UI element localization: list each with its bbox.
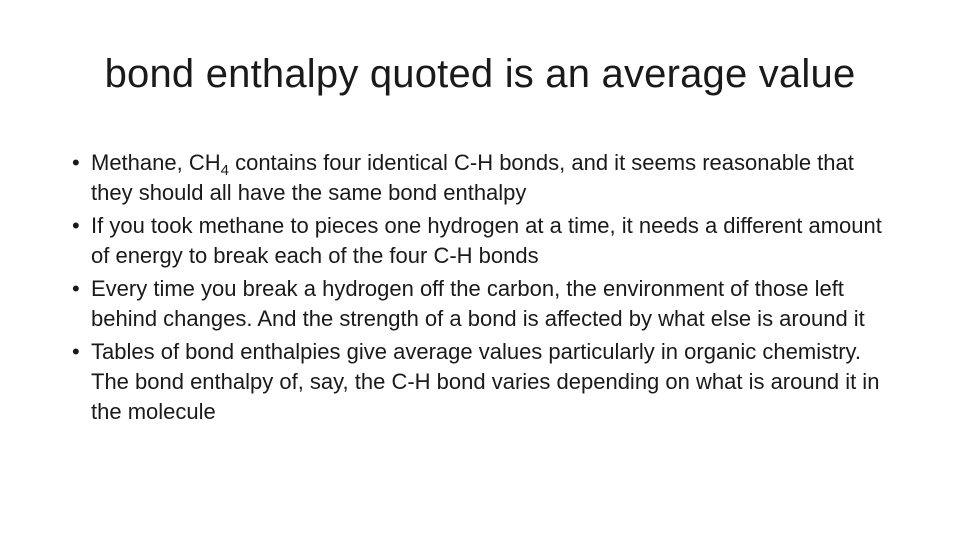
slide-title: bond enthalpy quoted is an average value — [104, 52, 856, 96]
bullet-text — [91, 150, 854, 205]
bullet-text: Every time you break a hydrogen off the carbon, the environment of those left behind changes. And the strength of a bond is affected by what else is around it — [91, 276, 865, 331]
bullet-text: If you took methane to pieces one hydrogen at a time, it needs a different amount of energy to break each of the four C-H bonds — [91, 213, 882, 268]
bullet-item-pieces — [72, 211, 892, 271]
bullet-item-methane — [72, 148, 892, 208]
bullet-list — [72, 148, 892, 430]
bullet-text: Tables of bond enthalpies give average values particularly in organic chemistry. The bond enthalpy of, say, the C-H bond varies depending on what is around it in the molecule — [91, 339, 880, 424]
bullet-point-icon: • — [72, 339, 80, 364]
bullet-item-tables — [72, 337, 892, 427]
subscript: 4 — [220, 162, 229, 179]
bullet-item-environment — [72, 274, 892, 334]
bullet-text-part: contains four identical C-H bonds, and it seems reasonable that they should all have the same bond enthalpy — [91, 150, 854, 205]
bullet-text-part: Methane, CH — [91, 150, 221, 175]
bullet-point-icon: • — [72, 213, 80, 238]
bullet-point-icon: • — [72, 150, 80, 175]
bullet-point-icon: • — [72, 276, 80, 301]
